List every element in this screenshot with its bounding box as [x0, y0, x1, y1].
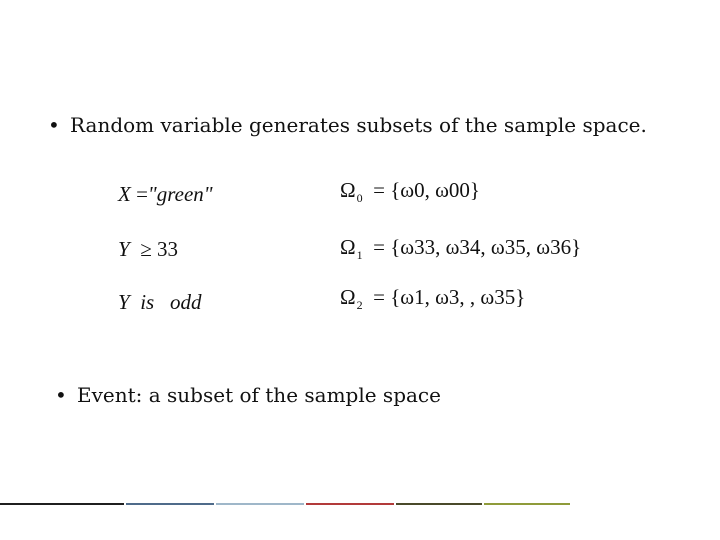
eq-set: {ω0, ω00}: [390, 178, 481, 202]
eq-lhs-sub: 0: [356, 191, 363, 205]
eq-rhs: "green": [147, 182, 213, 206]
equation-y-ge-33: [118, 237, 178, 262]
eq-set: {ω1, ω3, , ω35}: [390, 285, 526, 309]
footer-bar-segment: [0, 503, 124, 505]
bullet-event: [55, 383, 441, 407]
bullet-symbol: •: [48, 113, 60, 137]
eq-var: Y: [118, 290, 130, 314]
eq-var: Y: [118, 237, 130, 261]
footer-bar-segment: [306, 503, 394, 505]
eq-lhs: Ω: [340, 178, 356, 202]
eq-equals: =: [373, 285, 385, 309]
eq-lhs-sub: 1: [356, 248, 363, 262]
equation-omega-1: [340, 235, 581, 263]
eq-op: is: [140, 290, 155, 314]
equation-x-green: [118, 182, 213, 207]
eq-rhs: odd: [169, 290, 202, 314]
eq-op: ≥: [140, 237, 152, 261]
equation-omega-0: [340, 178, 480, 206]
footer-bar-segment: [396, 503, 482, 505]
eq-lhs-sub: 2: [356, 298, 363, 312]
bullet-symbol: •: [55, 383, 67, 407]
footer-color-bar: [0, 503, 570, 506]
footer-bar-segment: [484, 503, 570, 505]
bullet-random-variable: [48, 113, 647, 137]
equation-y-odd: [118, 290, 201, 315]
eq-op: =: [136, 182, 148, 206]
bullet-text: Random variable generates subsets of the sample space.: [70, 113, 647, 137]
eq-equals: =: [373, 178, 385, 202]
eq-lhs: Ω: [340, 285, 356, 309]
bullet-text: Event: a subset of the sample space: [77, 383, 441, 407]
footer-bar-segment: [216, 503, 304, 505]
equation-omega-2: [340, 285, 525, 313]
eq-rhs: 33: [156, 237, 178, 261]
eq-var: X: [118, 182, 131, 206]
eq-set: {ω33, ω34, ω35, ω36}: [390, 235, 582, 259]
eq-equals: =: [373, 235, 385, 259]
eq-lhs: Ω: [340, 235, 356, 259]
footer-bar-segment: [126, 503, 214, 505]
